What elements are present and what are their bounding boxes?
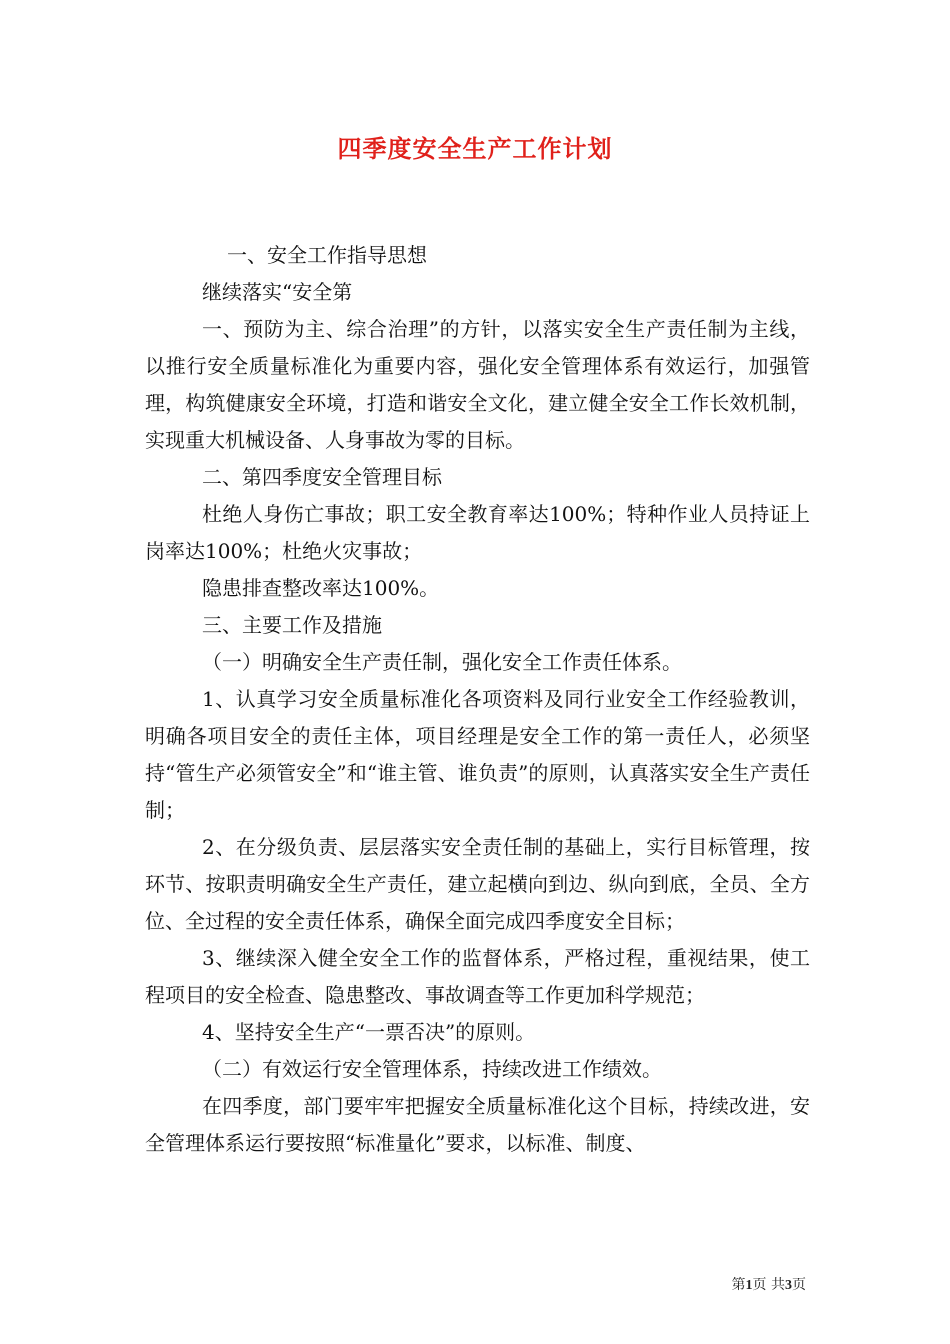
document-body — [145, 237, 810, 1162]
list-item: 4、坚持安全生产“一票否决”的原则。 — [202, 1020, 536, 1044]
page-number: 1 — [745, 1278, 753, 1293]
page-suffix: 页 — [792, 1277, 806, 1293]
page-footer — [732, 1276, 806, 1295]
paragraph: 继续落实“安全第 — [202, 280, 353, 304]
section-heading-3: 三、主要工作及措施 — [202, 613, 382, 637]
section-heading-1: 一、安全工作指导思想 — [227, 243, 427, 267]
paragraph: 隐患排查整改率达100%。 — [202, 576, 440, 600]
list-item: 2、在分级负责、层层落实安全责任制的基础上，实行目标管理，按环节、按职责明确安全生产责任，建立起横向到边、纵向到底，全员、全方位、全过程的安全责任体系，确保全面完成四季度安全目标； — [145, 835, 810, 933]
subsection-heading-2: （二）有效运行安全管理体系，持续改进工作绩效。 — [202, 1057, 662, 1081]
list-item: 1、认真学习安全质量标准化各项资料及同行业安全工作经验教训，明确各项目安全的责任主体，项目经理是安全工作的第一责任人，必须坚持“管生产必须管安全”和“谁主管、谁负责”的原则，认真落实安全生产责任制； — [145, 687, 810, 822]
paragraph: 在四季度，部门要牢牢把握安全质量标准化这个目标，持续改进，安全管理体系运行要按照“标准量化”要求，以标准、制度、 — [145, 1094, 810, 1155]
subsection-heading-1: （一）明确安全生产责任制，强化安全工作责任体系。 — [202, 650, 682, 674]
page-prefix: 第 — [731, 1277, 746, 1293]
total-pages: 3 — [785, 1278, 792, 1293]
section-heading-2: 二、第四季度安全管理目标 — [202, 465, 442, 489]
list-item: 3、继续深入健全安全工作的监督体系，严格过程，重视结果，使工程项目的安全检查、隐患整改、事故调查等工作更加科学规范； — [145, 946, 810, 1007]
paragraph: 一、预防为主、综合治理”的方针，以落实安全生产责任制为主线，以推行安全质量标准化为重要内容，强化安全管理体系有效运行，加强管理，构筑健康安全环境，打造和谐安全文化，建立健全安全工作长效机制，实现重大机械设备、人身事故为零的目标。 — [145, 317, 810, 452]
page-middle: 页 共 — [752, 1277, 785, 1293]
document-title: 四季度安全生产工作计划 — [337, 134, 613, 163]
paragraph: 杜绝人身伤亡事故；职工安全教育率达100%；特种作业人员持证上岗率达100%；杜绝火灾事故； — [145, 502, 810, 563]
